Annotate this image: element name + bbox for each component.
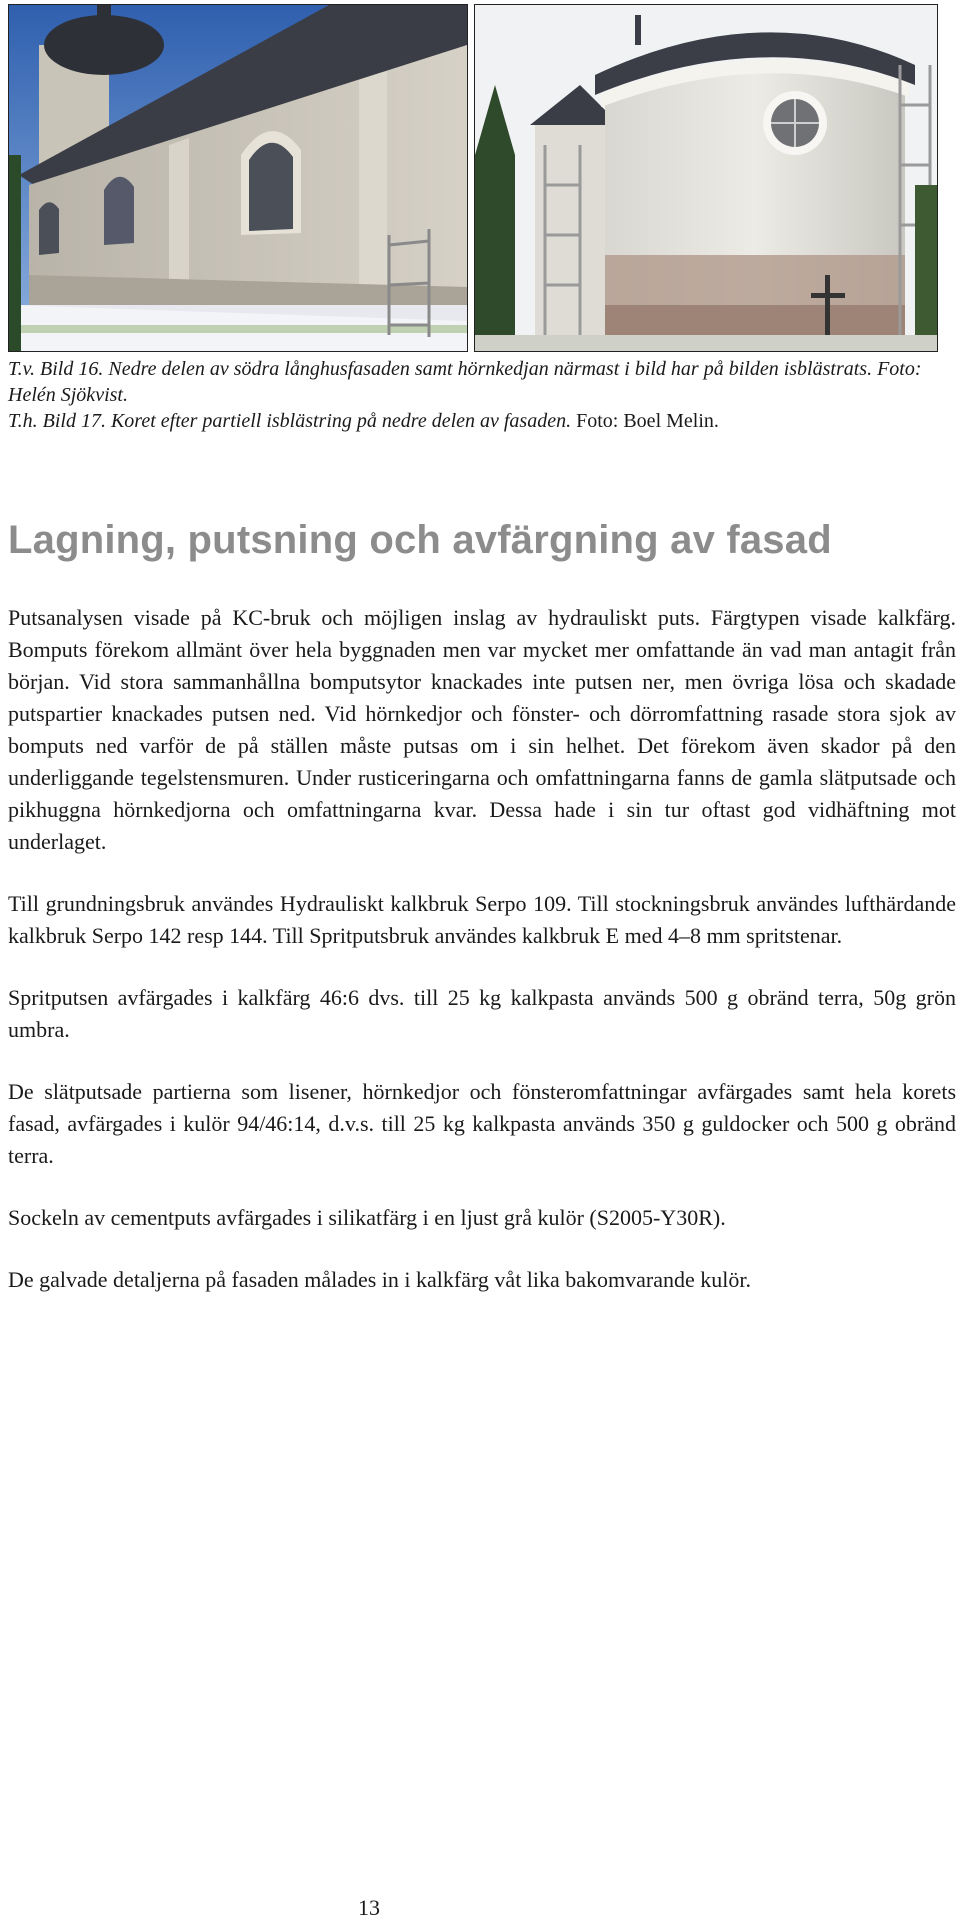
paragraph-sockel: Sockeln av cementputs avfärgades i silikatfärg i en ljust grå kulör (S2005-Y30R). [8, 1205, 726, 1230]
page-number: 13 [358, 1895, 380, 1920]
paragraph-spritputs: Spritputsen avfärgades i kalkfärg 46:6 dvs. till 25 kg kalkpasta används 500 g obränd terra, 50g grön umbra. [8, 985, 956, 1042]
caption-bild-16-text: Nedre delen av södra långhusfasaden samt hörnkedjan närmast i bild har på bilden isblästrats. Foto: Helén Sjökvist. [8, 358, 922, 406]
caption-bild-17-text: Koret efter partiell isblästring på nedre delen av fasaden. [110, 410, 577, 432]
photo-south-facade-image [9, 5, 467, 351]
photo-row [8, 4, 936, 350]
section-heading: Lagning, putsning och avfärgning av fasad [8, 518, 832, 562]
paragraph-galvade: De galvade detaljerna på fasaden målades in i kalkfärg våt lika bakomvarande kulör. [8, 1267, 752, 1292]
photo-choir-image [475, 5, 937, 351]
caption-bild-17-credit: Foto: Boel Melin. [576, 410, 719, 432]
paragraph-bruk: Till grundningsbruk användes Hydrauliskt kalkbruk Serpo 109. Till stockningsbruk användes lufthärdande kalkbruk Serpo 142 resp 144. Till Spritputsbruk användes kalkbruk E med 4–8 mm spritstenar. [8, 891, 956, 948]
caption-bild-17 [8, 408, 952, 434]
caption-bild-17-prefix: T.h. Bild 17. [8, 410, 111, 432]
caption-bild-16 [8, 356, 952, 408]
body-text [8, 602, 956, 1326]
paragraph-putsanalys: Putsanalysen visade på KC-bruk och möjligen inslag av hydrauliskt puts. Färgtypen visade kalkfärg. Bomputs förekom allmänt över hela byggnaden men var mycket mer omfattande än vad man antagit från början. Vid stora sammanhållna bomputsytor knackades inte putsen ner, men övriga lösa och skadade putspartier knackades putsen ned. Vid hörnkedjor och fönster- och dörromfattning rasade stora sjok av bomputs ned varför de på ställen måste putsas om i sin helhet. Det förekom även skador på den underliggande tegelstensmuren. Under rusticeringarna och omfattningarna fanns de gamla slätputsade och pikhuggna hörnkedjorna och omfattningarna kvar. Dessa hade i sin tur oftast god vidhäftning mot underlaget. [8, 605, 956, 854]
photo-south-facade [8, 4, 468, 352]
paragraph-slatputs: De slätputsade partierna som lisener, hörnkedjor och fönsteromfattningar avfärgades samt hela korets fasad, avfärgades i kulör 94/46:14, d.v.s. till 25 kg kalkpasta används 350 g guldocker och 500 g obränd terra. [8, 1079, 956, 1168]
photo-choir [474, 4, 938, 352]
photo-caption [8, 356, 952, 434]
caption-bild-16-prefix: T.v. Bild 16. [8, 358, 109, 380]
